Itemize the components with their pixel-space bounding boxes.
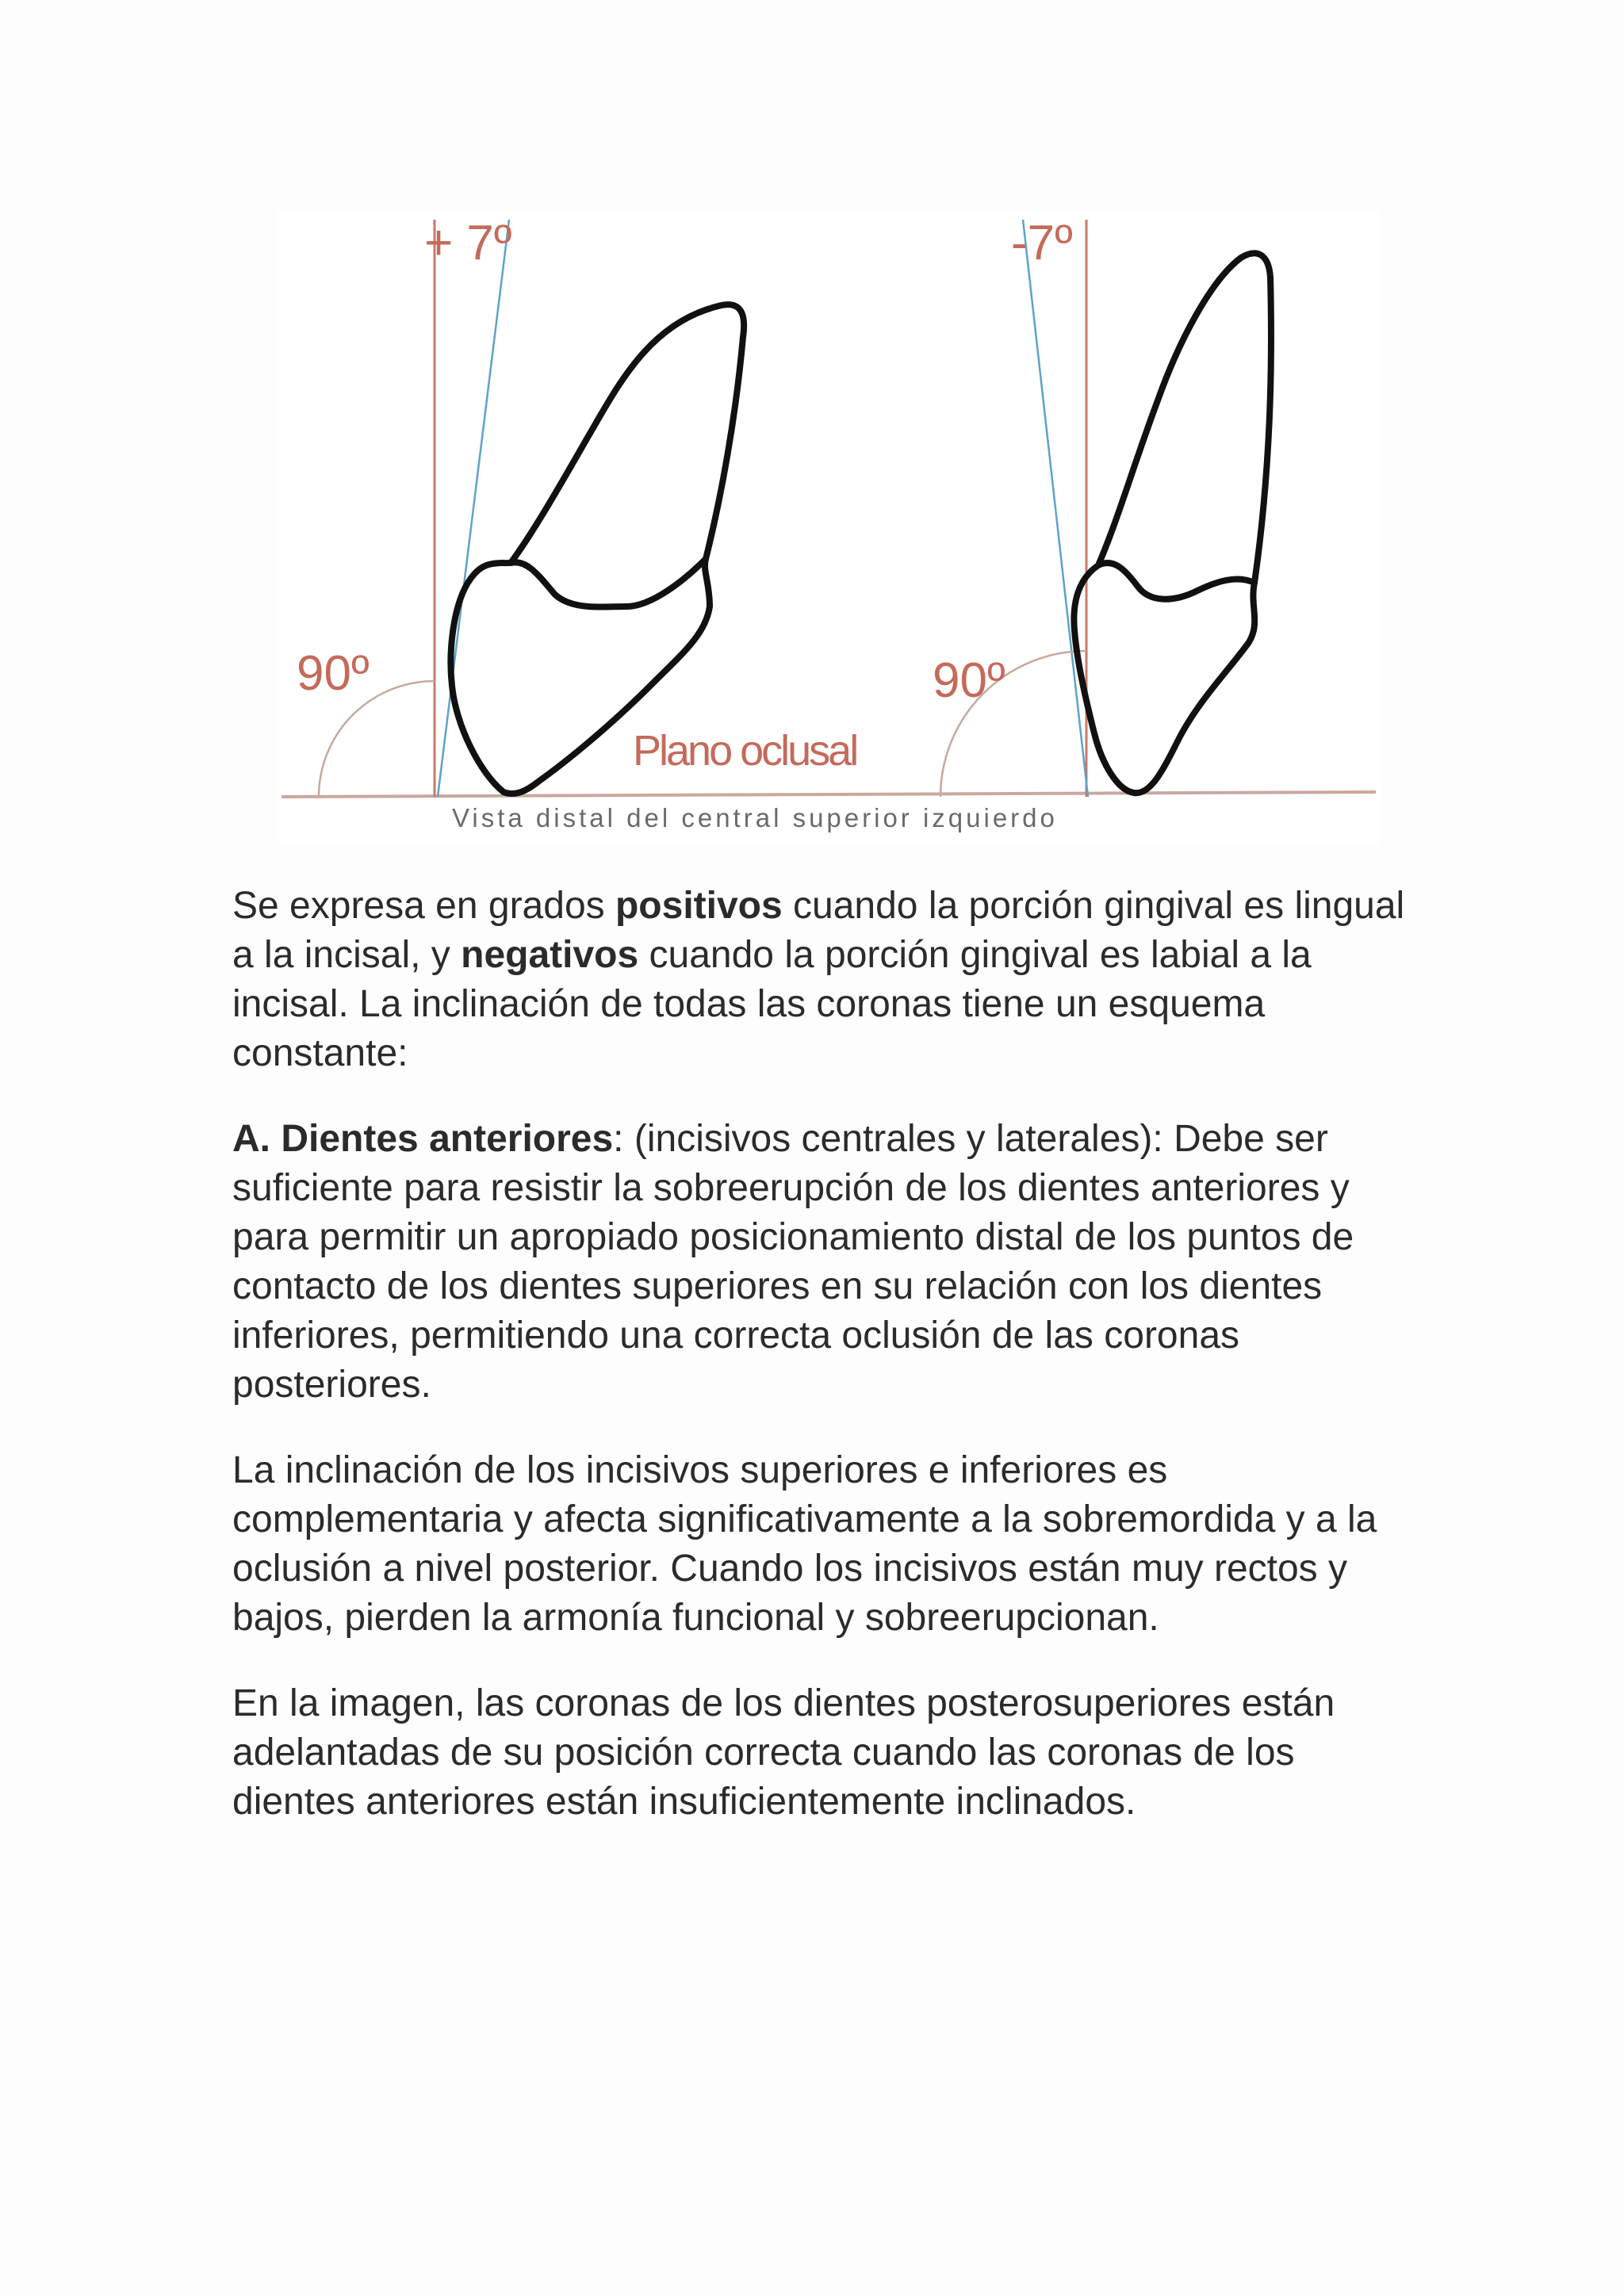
negativos-term: negativos [461, 934, 639, 976]
tooth-inclination-figure [278, 210, 1380, 844]
paragraph-1-text: cuando la porción gingival es lingual a la incisal, y [232, 885, 1405, 976]
paragraph-4-text: En la imagen, las coronas de los dientes posterosuperiores están adelantadas de su posición correcta cuando las coronas de los dientes anteriores están insuficientemente inclinados. [232, 1682, 1335, 1823]
paragraph-4 [232, 1679, 1406, 1827]
right-angle-label: -7º [1011, 216, 1073, 270]
occlusal-plane-label: Plano oclusal [633, 727, 857, 775]
figure-caption: Vista distal del central superior izquierdo [452, 803, 1058, 832]
paragraph-3-text: La inclinación de los incisivos superiores e inferiores es complementaria y afecta significativamente a la sobremordida y a la oclusión a nivel posterior. Cuando los incisivos están muy rectos y bajos, pierden la armonía funcional y sobreerupcionan. [232, 1449, 1377, 1639]
paragraph-2-text: : (incisivos centrales y laterales): Debe ser suficiente para resistir la sobreerupción de los dientes anteriores y para permitir un apropiado posicionamiento distal de los puntos de contacto de los dientes superiores en su relación con los dientes inferiores, permitiendo una correcta oclusión de las coronas posteriores. [232, 1118, 1354, 1406]
right-right-angle-label: 90º [933, 653, 1005, 708]
left-angle-label: + 7º [424, 216, 512, 270]
section-heading: A. Dientes anteriores [232, 1118, 614, 1160]
paragraph-3 [232, 1446, 1406, 1643]
paragraph-2 [232, 1115, 1406, 1410]
left-right-angle-label: 90º [297, 646, 370, 701]
paragraph-1-text: Se expresa en grados [232, 885, 615, 927]
positivos-term: positivos [615, 885, 783, 927]
paragraph-1 [232, 882, 1406, 1078]
body-text [232, 882, 1406, 1863]
paragraph-1-text: cuando la porción gingival es labial a la incisal. La inclinación de todas las coronas tiene un esquema constante: [232, 934, 1312, 1074]
